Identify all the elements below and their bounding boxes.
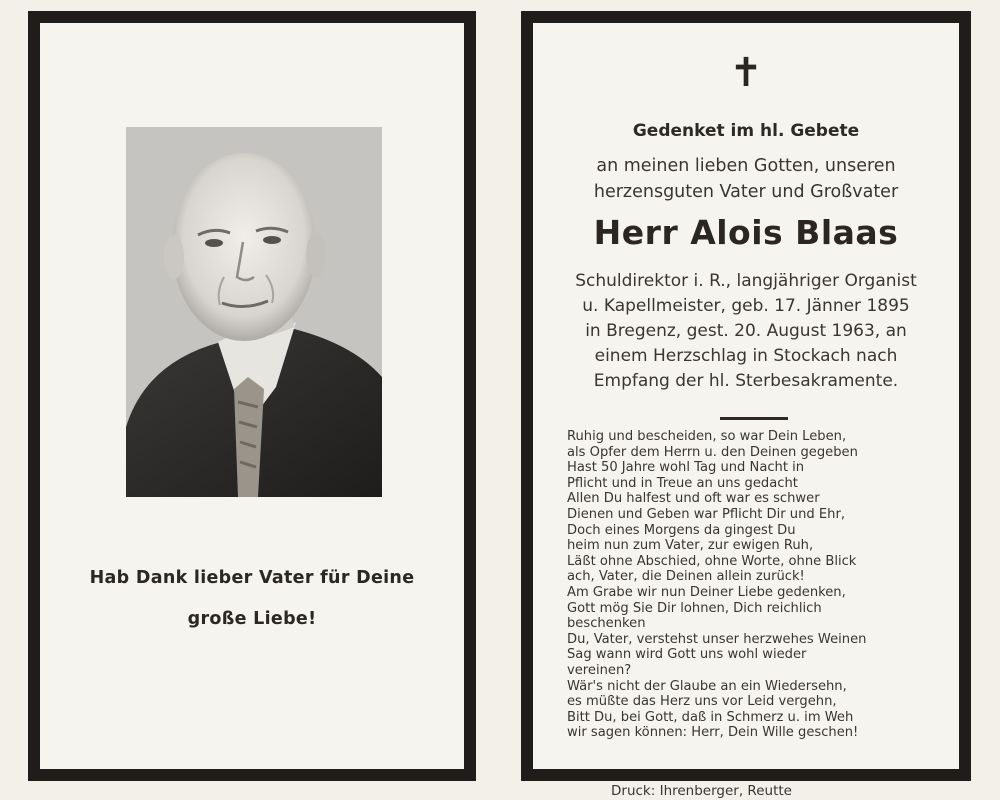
portrait-photo xyxy=(126,127,382,497)
biography-line-2: u. Kapellmeister, geb. 17. Jänner 1895 xyxy=(582,296,910,316)
poem-line: ach, Vater, die Deinen allein zurück! xyxy=(567,569,805,585)
biography-line-3: in Bregenz, gest. 20. August 1963, an xyxy=(585,321,907,341)
poem-line: Dienen und Geben war Pflicht Dir und Ehr, xyxy=(567,506,845,522)
dedication-line-2: herzensguten Vater und Großvater xyxy=(593,182,899,202)
cross-icon: ✝ xyxy=(729,50,763,96)
poem-line: Du, Vater, verstehst unser herzwehes Weinen xyxy=(567,631,867,647)
biography-line-1: Schuldirektor i. R., langjähriger Organist xyxy=(575,271,917,291)
poem-line: Gott mög Sie Dir lohnen, Dich reichlich xyxy=(567,600,822,616)
poem-line: Hast 50 Jahre wohl Tag und Nacht in xyxy=(567,460,805,476)
poem-line: Doch eines Morgens da gingest Du xyxy=(567,522,796,538)
poem xyxy=(567,429,959,741)
divider xyxy=(720,417,788,420)
biography-line-4: einem Herzschlag in Stockach nach xyxy=(594,346,898,366)
poem-line: Läßt ohne Abschied, ohne Worte, ohne Blick xyxy=(567,553,857,569)
poem-line: vereinen? xyxy=(567,662,632,678)
poem-line: Wär's nicht der Glaube an ein Wiedersehn, xyxy=(567,678,847,694)
printer-credit: Druck: Ihrenberger, Reutte xyxy=(611,783,792,799)
dedication-line-1: an meinen lieben Gotten, unseren xyxy=(596,156,896,176)
poem-line: wir sagen können: Herr, Dein Wille geschen! xyxy=(567,725,859,741)
deceased-name: Herr Alois Blaas xyxy=(593,213,899,252)
poem-line: als Opfer dem Herrn u. den Deinen gegeben xyxy=(567,444,858,460)
portrait-photo-drawing xyxy=(126,127,382,497)
poem-line: heim nun zum Vater, zur ewigen Ruh, xyxy=(567,538,814,554)
left-memorial-card xyxy=(28,11,476,781)
poem-line: Allen Du halfest und oft war es schwer xyxy=(567,491,820,507)
poem-line: beschenken xyxy=(567,616,646,632)
poem-line: Ruhig und bescheiden, so war Dein Leben, xyxy=(567,429,847,444)
right-memorial-card xyxy=(521,11,971,781)
poem-line: es müßte das Herz uns vor Leid vergehn, xyxy=(567,694,837,710)
thanks-line-2: große Liebe! xyxy=(187,609,317,629)
poem-line: Pflicht und in Treue an uns gedacht xyxy=(567,475,798,491)
poem-line: Bitt Du, bei Gott, daß in Schmerz u. im Weh xyxy=(567,709,854,725)
biography-line-5: Empfang der hl. Sterbesakramente. xyxy=(593,371,899,391)
poem-line: Sag wann wird Gott uns wohl wieder xyxy=(567,647,807,663)
poem-line: Am Grabe wir nun Deiner Liebe gedenken, xyxy=(567,584,846,600)
thanks-line-1: Hab Dank lieber Vater für Deine xyxy=(89,568,415,588)
heading: Gedenket im hl. Gebete xyxy=(632,121,860,141)
